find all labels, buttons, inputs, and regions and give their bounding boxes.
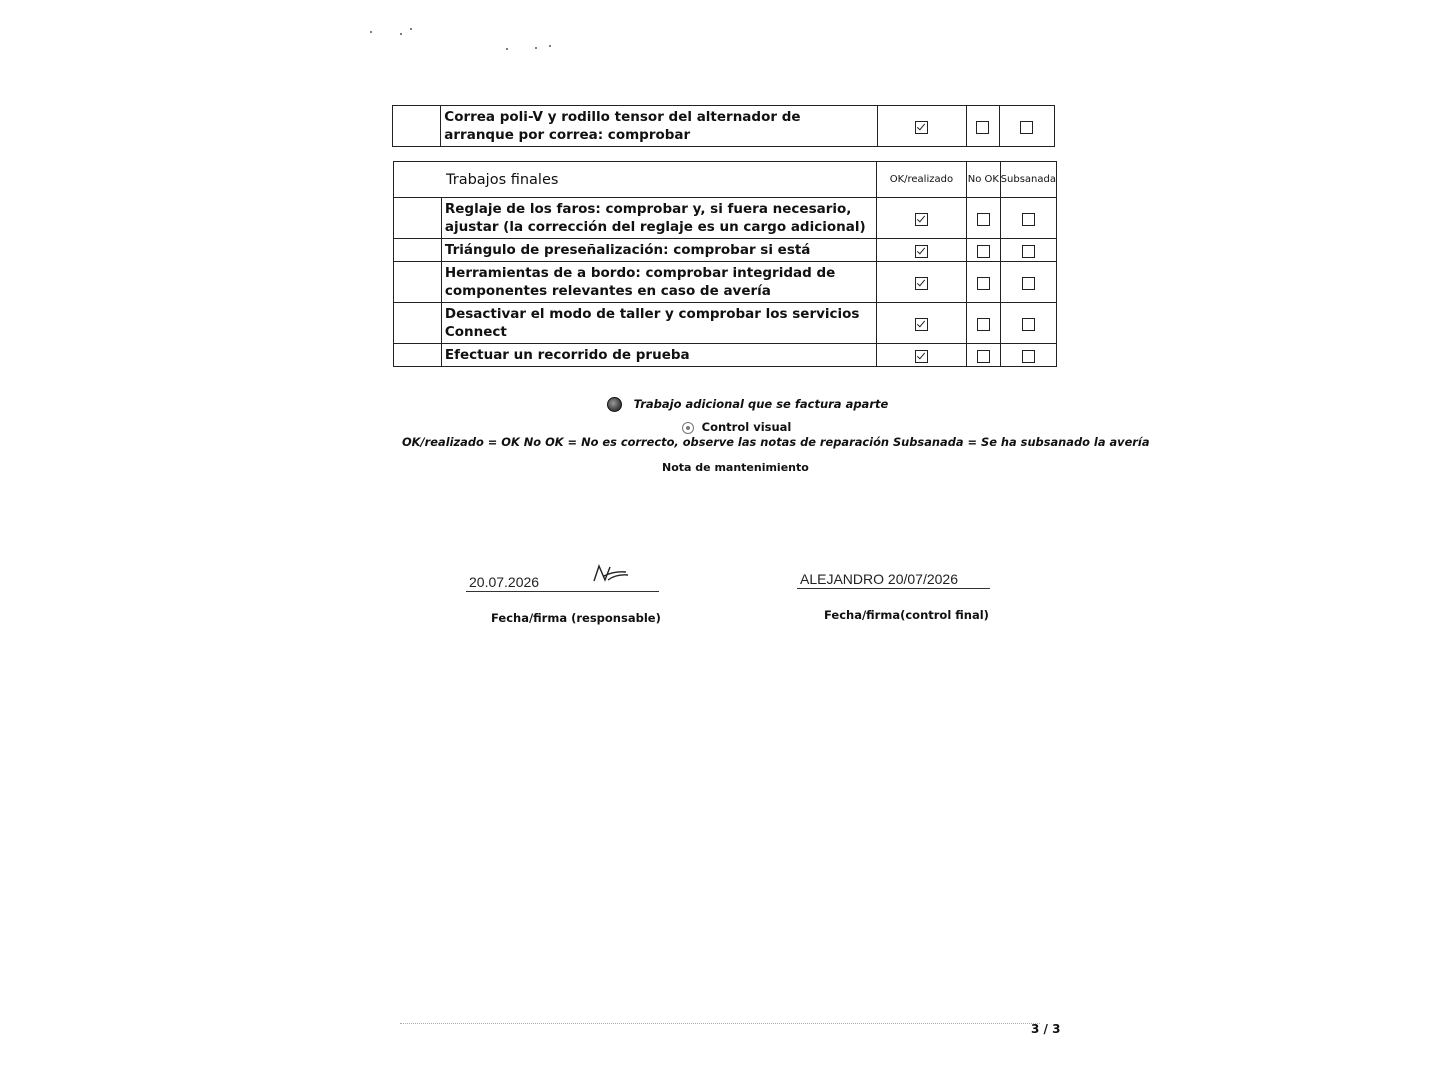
subsanada-checkbox[interactable] [1022,213,1035,226]
ok-cell [878,106,967,147]
subsanada-checkbox[interactable] [1022,318,1035,331]
subsanada-checkbox[interactable] [1022,350,1035,363]
no-ok-checkbox[interactable] [977,213,990,226]
ok-cell [876,239,966,262]
section-title-text: Trabajos finales [446,171,559,188]
responsible-date: 20.07.2026 [469,574,540,590]
ok-cell [876,262,966,303]
no-ok-cell [967,198,1001,239]
responsible-signature-line [466,591,659,592]
scan-speck [370,31,372,33]
subsanada-checkbox[interactable] [1020,121,1033,134]
section-title [394,162,877,198]
subsanada-cell [1000,198,1056,239]
handwritten-signature [590,563,632,585]
legend-visual-control-text: Control visual [701,420,792,434]
checklist-table-top [392,105,1055,147]
task-text: Desactivar el modo de taller y comprobar los servicios Connect [441,303,876,344]
no-ok-checkbox[interactable] [977,245,990,258]
scan-speck [410,28,412,30]
ok-checkbox[interactable] [915,245,928,258]
ok-checkbox[interactable] [915,121,928,134]
footer-rule [400,1023,1040,1024]
subsanada-cell [1000,262,1056,303]
scan-speck [535,47,537,49]
ok-cell [876,303,966,344]
column-header-subsanada: Subsanada [1000,162,1056,198]
no-ok-checkbox[interactable] [977,277,990,290]
table-row [394,303,1057,344]
task-text: Efectuar un recorrido de prueba [441,344,876,367]
task-text: Triángulo de preseñalización: comprobar si está [441,239,876,262]
table-row [394,344,1057,367]
table-row [393,106,1055,147]
no-ok-cell [967,344,1001,367]
no-ok-cell [967,303,1001,344]
subsanada-cell [1000,239,1056,262]
page-number: 3 / 3 [1031,1022,1061,1036]
row-margin-cell [394,344,442,367]
subsanada-cell [999,106,1054,147]
final-control-label: Fecha/firma(control final) [824,608,989,622]
scan-speck [400,33,402,35]
subsanada-checkbox[interactable] [1022,245,1035,258]
ok-cell [876,344,966,367]
task-text: Herramientas de a bordo: comprobar integridad de componentes relevantes en caso de avería [441,262,876,303]
no-ok-checkbox[interactable] [977,350,990,363]
table-row [394,262,1057,303]
row-margin-cell [394,262,442,303]
task-text: Reglaje de los faros: comprobar y, si fuera necesario, ajustar (la corrección del reglaje es un cargo adicional) [441,198,876,239]
ok-checkbox[interactable] [915,350,928,363]
row-margin-cell [394,303,442,344]
no-ok-cell [967,239,1001,262]
ok-checkbox[interactable] [915,277,928,290]
table-row [394,239,1057,262]
scan-speck [506,48,508,50]
filled-circle-icon [607,397,622,412]
eye-icon [682,422,694,434]
ok-cell [876,198,966,239]
scan-speck [549,45,551,47]
legend-additional-work [607,397,888,412]
legend-definitions: OK/realizado = OK No OK = No es correcto, observe las notas de reparación Subsanada = Se ha subsanado la avería [402,435,1150,449]
legend-additional-work-text: Trabajo adicional que se factura aparte [633,397,889,411]
table-header-row [394,162,1057,198]
row-margin-cell [393,106,441,147]
column-header-no-ok: No OK [967,162,1001,198]
subsanada-cell [1000,344,1056,367]
task-text: Correa poli-V y rodillo tensor del alternador de arranque por correa: comprobar [441,106,878,147]
no-ok-cell [966,106,999,147]
column-header-ok: OK/realizado [876,162,966,198]
table-row [394,198,1057,239]
ok-checkbox[interactable] [915,318,928,331]
ok-checkbox[interactable] [915,213,928,226]
final-control-signature-line [797,588,990,589]
legend-visual-control [682,420,791,434]
row-margin-cell [394,198,442,239]
subsanada-cell [1000,303,1056,344]
no-ok-checkbox[interactable] [977,318,990,331]
subsanada-checkbox[interactable] [1022,277,1035,290]
maintenance-note-heading: Nota de mantenimiento [662,461,809,474]
no-ok-cell [967,262,1001,303]
row-margin-cell [394,239,442,262]
checklist-table-final-work [393,161,1057,367]
final-control-value: ALEJANDRO 20/07/2026 [800,571,958,587]
no-ok-checkbox[interactable] [976,121,989,134]
responsible-label: Fecha/firma (responsable) [491,611,661,625]
